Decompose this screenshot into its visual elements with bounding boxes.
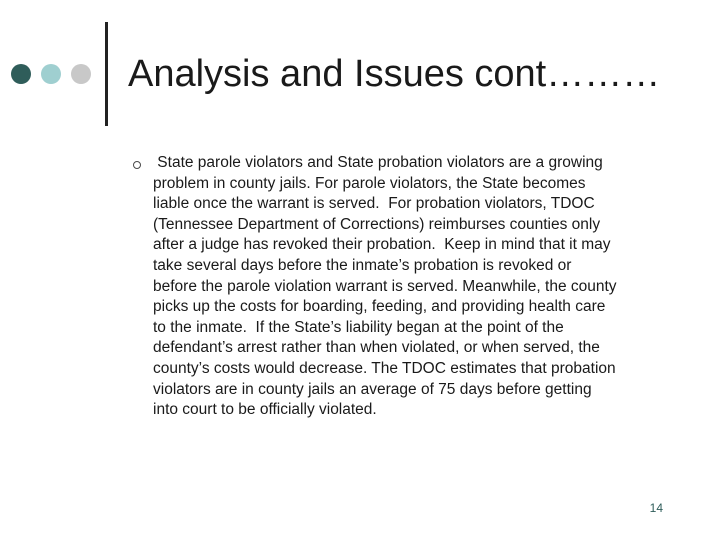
body-line: into court to be officially violated.: [153, 401, 377, 419]
slide-body-paragraph: [153, 153, 665, 421]
body-line: problem in county jails. For parole violators, the State becomes: [153, 174, 586, 192]
page-number: 14: [649, 501, 663, 515]
body-line: after a judge has revoked their probation. Keep in mind that it may: [153, 236, 611, 254]
body-line: liable once the warrant is served. For probation violators, TDOC: [153, 195, 595, 213]
body-line: before the parole violation warrant is served. Meanwhile, the county: [153, 277, 617, 295]
decorative-dot-dark: [11, 64, 31, 84]
body-line: violators are in county jails an average of 75 days before getting: [153, 380, 592, 398]
title-divider-line: [105, 22, 108, 126]
body-line: (Tennessee Department of Corrections) reimburses counties only: [153, 215, 601, 233]
body-line: county’s costs would decrease. The TDOC estimates that probation: [153, 359, 616, 377]
bullet-icon: [133, 161, 141, 169]
body-line: defendant’s arrest rather than when violated, or when served, the: [153, 339, 600, 357]
decorative-dot-teal: [41, 64, 61, 84]
slide-title: Analysis and Issues cont………: [128, 53, 661, 95]
body-line: State parole violators and State probation violators are a growing: [153, 154, 603, 171]
body-line: to the inmate. If the State’s liability began at the point of the: [153, 318, 564, 336]
body-line: take several days before the inmate’s probation is revoked or: [153, 256, 572, 274]
body-line: picks up the costs for boarding, feeding, and providing health care: [153, 298, 606, 316]
decorative-dot-gray: [71, 64, 91, 84]
